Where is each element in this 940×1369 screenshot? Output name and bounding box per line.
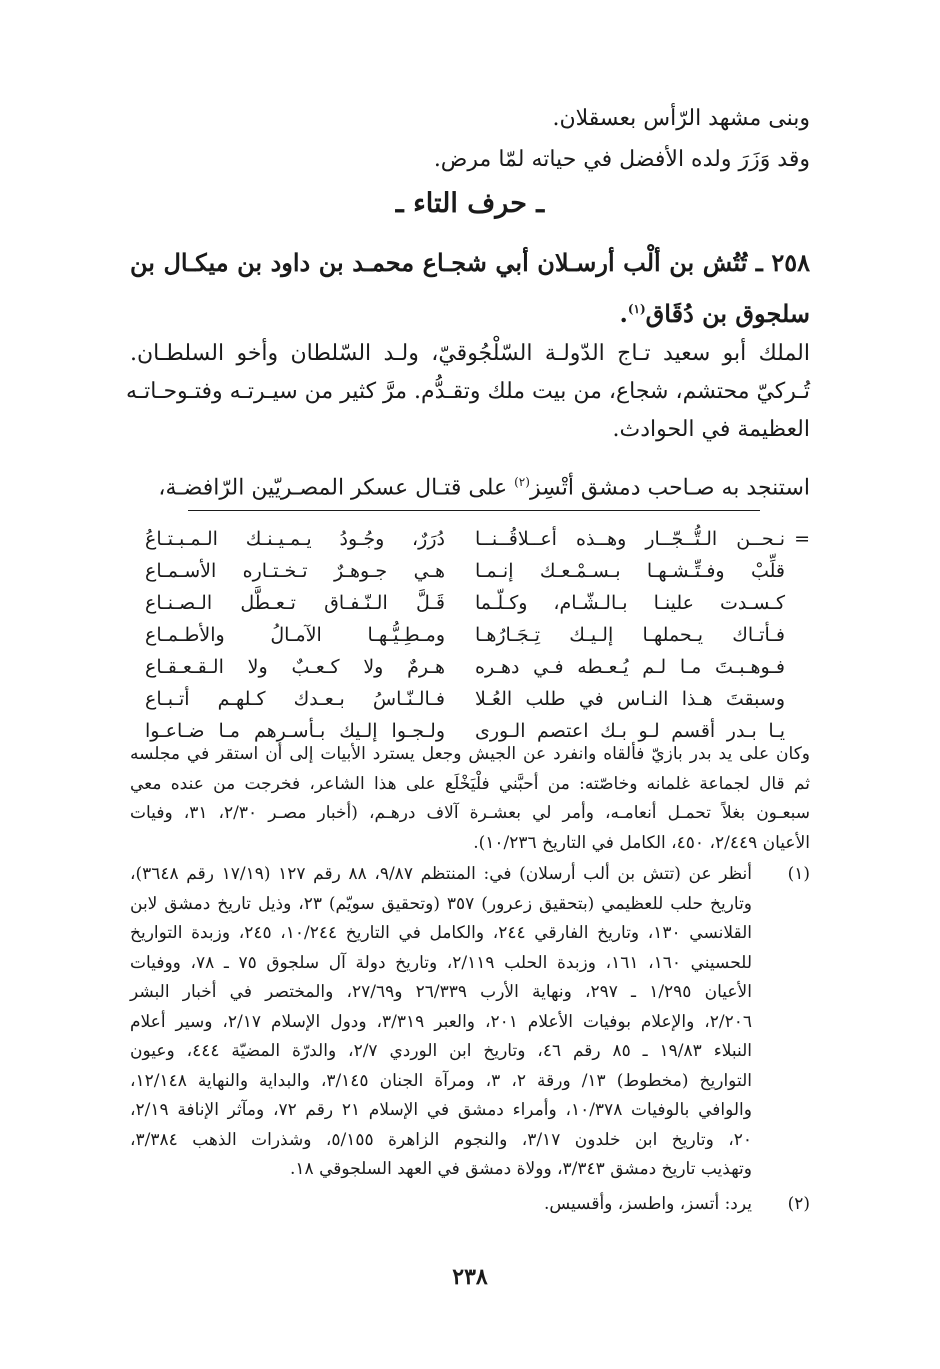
poem-hemistich-right: يـا بـدر أقسم لـو بـك اعتصم الـورى [475, 720, 785, 742]
after-poem-line: سبعـون بغلاً تحمـل أنعامـه، وأمر لي بعشـرة آلاف درهـم، (أخبار مصـر ٢/٣٠، ٣١، وفيات [130, 803, 811, 823]
poem-row [130, 624, 810, 656]
poem-hemistich-left: ولـجـوا إلـيك بـأسـرهم مـا ضـاعـوا [145, 720, 445, 742]
poem-hemistich-right: كـسـدت علينـا بـالـشّـام، وكـلّـما [475, 592, 785, 614]
top-line-2: وقد وَزَرَ ولده الأفضل في حياته لمّا مرض. [433, 147, 810, 172]
poem-hemistich-left: دُرَرٌ، وجُـودُ يـمـيـنـك الـمـبـتـاعُ [145, 528, 445, 550]
entry-title-name: سلجوق بن دُقَاق [645, 299, 810, 328]
poem-hemistich-right: فـأتـاك يـحملهـا إلـيـك تِـجَـارُهـا [475, 624, 785, 646]
body-line-3: العظيمة في الحوادث. [612, 417, 810, 442]
footnote-line: ٢٠، وتاريخ ابن خلدون ٣/١٧، والنجوم الزاهرة ٥/١٥٥، وشذرات الذهب ٣/٣٨٤، [130, 1129, 752, 1150]
poem-row [130, 560, 810, 592]
poem-hemistich-left: قَـلَّ الـنّـفـاق تـعـطَّل الـصـنـاع [145, 592, 445, 614]
footnote-separator [188, 510, 760, 511]
footnote-ref-2[interactable]: (٢) [514, 475, 530, 489]
poem-hemistich-left: هـي جـوهـرٌ تـخـتـاره الأسـمـاع [145, 560, 445, 582]
footnote-ref-1[interactable]: (١) [627, 302, 646, 316]
footnote-number: (٢) [787, 1194, 810, 1214]
poem-row [130, 528, 810, 560]
body-cut-line [158, 460, 810, 510]
footnote-line: للحسيني ١٦٠، ١٦١، وزبدة الحلب ٢/١١٩، وتاريخ دولة آل سلجوق ٧٥ ـ ٧٨، ووفيات [130, 952, 752, 973]
footnote-line: وتاريخ حلب للعظيمي (بتحقيق زعرور) ٣٥٧ (وتحقيق سويّم) ٢٣، وذيل تاريخ دمشق لابن [130, 893, 753, 914]
footnote-line: والوافي بالوفيات ١٠/٣٧٨، وأمراء دمشق في الإسلام ٢١ رقم ٧٢، ومآثر الإنافة ٢/١٩، [130, 1100, 752, 1120]
poem-hemistich-left: ومـطِـيُّـهـا الآمـالُ والأطـمـاع [145, 624, 445, 646]
footnote-text [130, 1190, 752, 1220]
continuation-marker: = [794, 528, 810, 550]
poem-row [130, 656, 810, 688]
poem-row [130, 688, 810, 720]
footnote-line: النبلاء ١٩/٨٣ ـ ٨٥ رقم ٤٦، وتاريخ ابن الوردي ٢/٧، والدرّة المضيّة ٤٤٤، وعيون [130, 1041, 752, 1061]
body-line-1: الملك أبو سعيد تـاج الدّولـة السّلْجُوقيّ، ولـد السّلطان وأخو السلطـان. [130, 341, 810, 366]
entry-title-line-2: سلجوق بن دُقَاق$^{(١)}$. [619, 299, 810, 328]
after-poem-line: ثم قال لجماعة غلمانه وخاصّته: من أحبَّني فلْيَخْلَع على هذا الشاعر، فخرجت من عنده معي [130, 773, 811, 794]
after-poem-line: الأعيان ٢/٤٤٩، ٤٥٠، الكامل في التاريخ ١٠/٢٣٦). [473, 832, 810, 853]
footnote-line: الأعيان ١/٢٩٥ ـ ٢٩٧، ونهاية الأرب ٢٦/٣٣٩ و٢٧/٦٩، والمختصر في أخبار البشر [130, 982, 752, 1002]
cut-line-end: على قتـال عسكر المصـريّين الرّافضـة، [158, 475, 515, 501]
poem-row [130, 592, 810, 624]
footnote-line: القلانسي ١٣٠، وتاريخ الفارقي ٢٤٤، والكامل في التاريخ ١٠/٢٤٤، ٢٤٥، وزبدة التواريخ [130, 923, 753, 943]
poem-hemistich-right: نـحــن الـتُّــجّــار وهــذه أعــلاقُــنــا [475, 528, 785, 550]
footnote-line: وتهذيب تاريخ دمشق ٣/٣٤٣، وولاة دمشق في العهد السلجوقي ١٨. [290, 1159, 752, 1179]
footnote-line: أنظر عن (تتش بن ألب أرسلان) في: المنتظم ٩/٨٧، ٨٨ رقم ١٢٧ (١٧/١٩ رقم ٣٦٤٨)، [130, 864, 752, 884]
page-number: ٢٣٨ [452, 1264, 488, 1290]
footnote-line: يرد: أتسز، واطسز، وأقسيس. [543, 1194, 752, 1214]
poem-hemistich-right: قلِّبْ وفـتِّـشـهـا بـسـمْـعـك إنـمـا [475, 560, 785, 582]
cut-line-start: استنجد به صـاحب دمشق أتْسِز [529, 475, 810, 501]
section-heading: ـ حرف التاء ـ [395, 188, 545, 219]
after-poem-line: وكان على يد بدر بازيّ فألقاه وانفرد عن الجيش وجعل يسترد الأبيات إلى أن استقر في مجلسه [130, 744, 810, 764]
poem-hemistich-right: وسبقتَ هـذا النـاس في طلب العُـلا [475, 688, 785, 710]
footnote-number: (١) [787, 864, 810, 884]
after-poem-text [130, 740, 810, 858]
top-line-1: وبنى مشهد الرّأس بعسقلان. [552, 106, 810, 131]
footnote-line: التواريخ (مخطوط) ١٣/ ورقة ٢، ٣، ومرآة الجنان ٣/١٤٥، والبداية والنهاية ١٢/١٤٨، [130, 1070, 752, 1091]
poem-hemistich-right: فـوهـبـتَ مـا لـم يُـعـطه فـي دهـره [475, 656, 785, 678]
poem-hemistich-left: فـالـنّـاسُ بـعـدك كـلهـم أتـبـاع [145, 688, 445, 710]
entry-title-line-1: ٢٥٨ ـ تُتُش بن ألْب أرسـلان أبي شجـاع محمـد بن داود بن ميكـال بن [130, 248, 810, 277]
body-line-2: تُـركيّ محتشم، شجاع، من بيت ملك وتقـدُّم. مرَّ كثير من سيـرتـه وفتـوحـاتـه [125, 379, 810, 404]
footnote-line: ٢/٢٠٦، والإعلام بوفيات الأعلام ٢٠١، والعبر ٣/٣١٩، ودول الإسلام ٢/١٧، وسير أعلام [130, 1011, 752, 1032]
poem-hemistich-left: هـرمٌ ولا كـعـبٌ ولا الـقـعـقـاع [145, 656, 445, 678]
footnote-text [130, 860, 752, 1185]
